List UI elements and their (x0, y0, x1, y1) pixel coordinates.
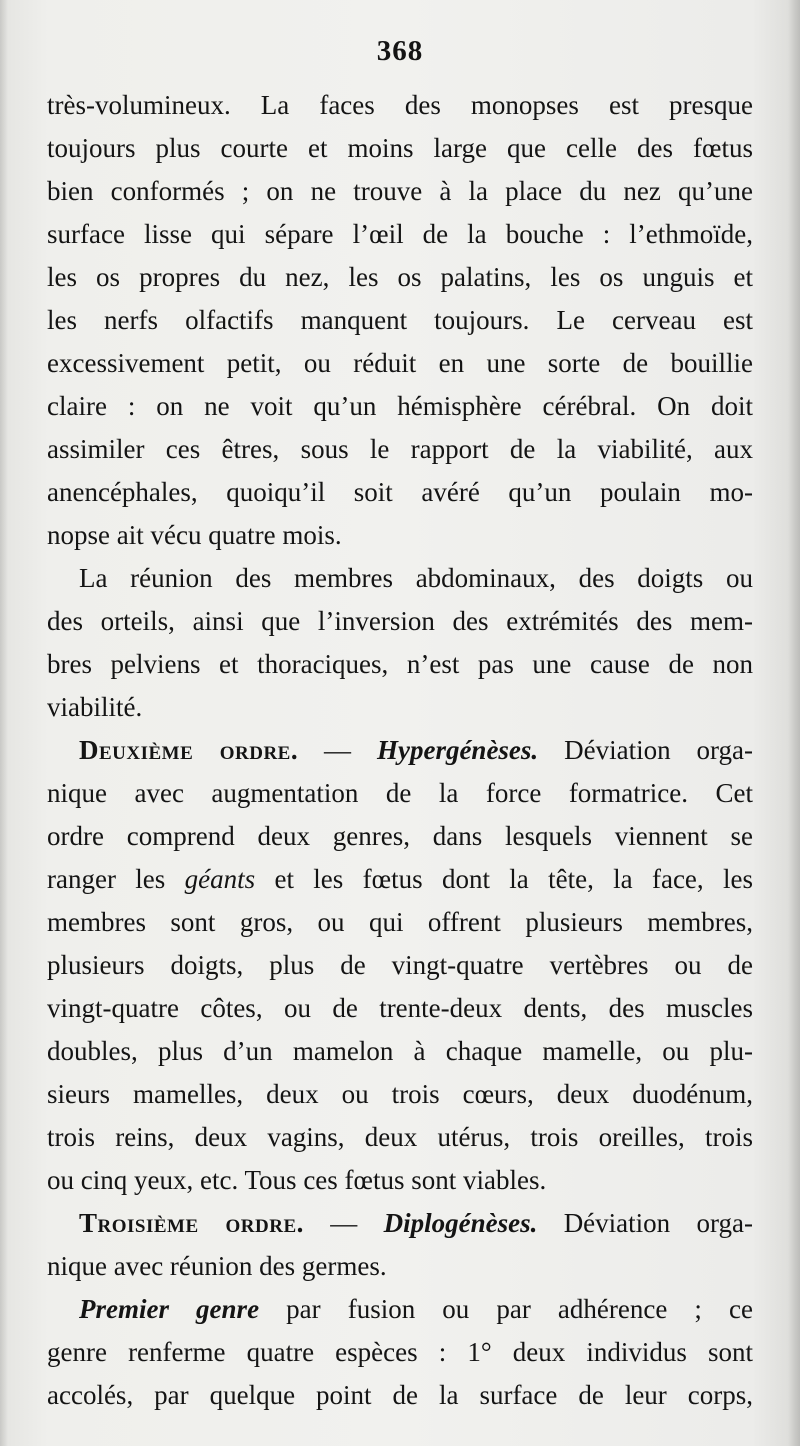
paragraph-deuxieme-ordre (47, 729, 753, 1202)
text-line: nopse ait vécu quatre mois. (47, 520, 342, 550)
text-line: assimiler ces êtres, sous le rapport de la viabilité, aux (47, 434, 753, 464)
text-line: toujours plus courte et moins large que celle des fœtus (47, 133, 753, 163)
section-heading-line (47, 729, 753, 772)
text-line: ordre comprend deux genres, dans lesquels viennent se (47, 821, 753, 851)
text-line: excessivement petit, ou réduit en une sorte de bouillie (47, 348, 753, 378)
text-line: nique avec augmentation de la force formatrice. Cet (47, 778, 753, 808)
heading-rest: Déviation orga- (537, 1208, 753, 1238)
text-line-geants (47, 858, 753, 901)
text-line: des orteils, ainsi que l’inversion des extrémités des mem- (47, 606, 753, 636)
order-name: Hypergénèses. (376, 735, 539, 765)
text-line: claire : on ne voit qu’un hémisphère cérébral. On doit (47, 391, 753, 421)
text-line: bres pelviens et thoraciques, n’est pas une cause de non (47, 649, 753, 679)
text-line: nique avec réunion des germes. (47, 1251, 387, 1281)
text-fragment: et les fœtus dont la tête, la face, les (255, 864, 753, 894)
text-line: sieurs mamelles, deux ou trois cœurs, deux duodénum, (47, 1079, 753, 1109)
heading-rest: Déviation orga- (538, 735, 753, 765)
text-line: La réunion des membres abdominaux, des doigts ou (79, 563, 753, 593)
text-line: les nerfs olfactifs manquent toujours. Le cerveau est (47, 305, 753, 335)
text-line: accolés, par quelque point de la surface de leur corps, (47, 1380, 753, 1410)
heading-rest: par fusion ou par adhérence ; ce (259, 1294, 753, 1324)
text-line: très-volumineux. La faces des monopses est presque (47, 90, 753, 120)
section-heading-line (47, 1202, 753, 1245)
text-line: membres sont gros, ou qui offrent plusieurs membres, (47, 907, 753, 937)
text-line: bien conformés ; on ne trouve à la place du nez qu’une (47, 176, 753, 206)
heading-dash: — (303, 1208, 384, 1238)
order-heading: Troisième ordre. (79, 1208, 304, 1238)
order-name: Diplogénèses. (383, 1208, 538, 1238)
genre-name: Premier genre (79, 1294, 260, 1324)
page-edge-shadow-right (788, 0, 800, 1446)
paragraph-premier-genre (47, 1288, 753, 1417)
text-line: doubles, plus d’un mamelon à chaque mamelle, ou plu- (47, 1036, 753, 1066)
page-number: 368 (376, 35, 424, 67)
order-heading: Deuxième ordre. (79, 735, 299, 765)
text-line: vingt-quatre côtes, ou de trente-deux dents, des muscles (47, 993, 753, 1023)
paragraph-troisieme-ordre (47, 1202, 753, 1288)
text-line: ou cinq yeux, etc. Tous ces fœtus sont viables. (47, 1165, 547, 1195)
body-text (47, 84, 753, 1417)
italic-term-geants: géants (184, 864, 256, 894)
text-fragment: ranger les (47, 864, 185, 894)
text-line: surface lisse qui sépare l’œil de la bouche : l’ethmoïde, (47, 219, 753, 249)
text-line: trois reins, deux vagins, deux utérus, trois oreilles, trois (47, 1122, 753, 1152)
text-line: anencéphales, quoiqu’il soit avéré qu’un poulain mo- (47, 477, 753, 507)
text-line: les os propres du nez, les os palatins, les os unguis et (47, 262, 753, 292)
text-line: viabilité. (47, 692, 143, 722)
heading-dash: — (298, 735, 377, 765)
paragraph-reunion-membres (47, 557, 753, 729)
text-line: plusieurs doigts, plus de vingt-quatre vertèbres ou de (47, 950, 753, 980)
genre-heading-line (47, 1288, 753, 1331)
text-line: genre renferme quatre espèces : 1° deux individus sont (47, 1337, 753, 1367)
page-edge-shadow-left (0, 0, 8, 1446)
paragraph-monopses (47, 84, 753, 557)
